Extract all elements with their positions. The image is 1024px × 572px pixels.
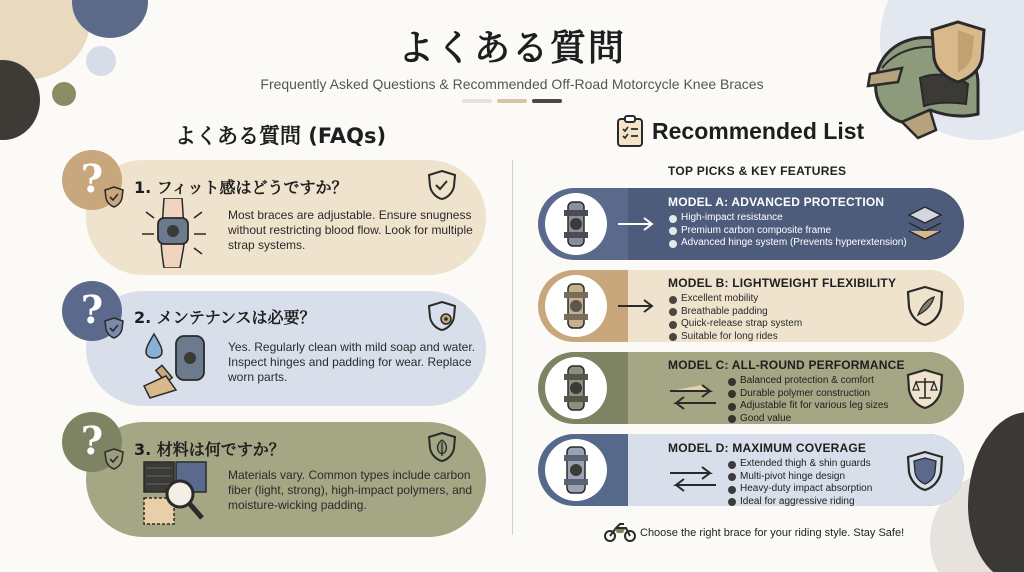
faq-question-badge-2 — [62, 281, 122, 341]
feature-item: Multi-pivot hinge design — [727, 471, 872, 484]
model-d-image — [545, 439, 607, 501]
faq-section-title: よくある質問 (FAQs) — [175, 124, 387, 148]
motorcycle-icon — [604, 520, 636, 542]
faq-question-1[interactable]: 1. フィット感はどうですか？ — [134, 178, 348, 197]
shield-check-mini-icon — [104, 186, 124, 208]
knee-brace-icon — [552, 282, 600, 330]
feature-item: Durable polymer construction — [727, 388, 888, 401]
arrow-right-icon — [618, 216, 658, 232]
clipboard-icon — [616, 114, 644, 148]
shield-check-icon — [428, 170, 456, 200]
material-magnifier-icon — [140, 458, 210, 528]
feature-item: Balanced protection & comfort — [727, 375, 888, 388]
feature-item: Ideal for aggressive riding — [727, 496, 872, 509]
feature-item: Premium carbon composite frame — [668, 225, 907, 238]
question-mark-icon: ? — [80, 155, 104, 201]
model-c-image — [545, 357, 607, 419]
feature-item: Breathable padding — [668, 306, 802, 319]
feature-item: Heavy-duty impact absorption — [727, 483, 872, 496]
section-divider — [512, 160, 513, 535]
recommended-section-title: Recommended List — [652, 118, 865, 144]
model-c-title[interactable]: MODEL C: ALL-ROUND PERFORMANCE — [668, 358, 905, 372]
shield-gear-icon — [428, 301, 456, 331]
shield-cover-icon — [906, 450, 944, 492]
faq-question-3[interactable]: 3. 材料は何ですか？ — [134, 440, 285, 459]
faq-answer-2: Yes. Regularly clean with mild soap and water. Inspect hinges and padding for wear. Replace worn parts. — [228, 340, 476, 384]
feature-item: Quick-release strap system — [668, 318, 802, 331]
faq-question-2[interactable]: 2. メンテナンスは必要？ — [134, 308, 316, 327]
arrow-right-icon — [618, 298, 658, 314]
model-d-features — [727, 458, 872, 508]
shield-scales-icon — [906, 368, 944, 410]
feature-item: Suitable for long rides — [668, 331, 802, 344]
knee-brace-icon — [552, 446, 600, 494]
knee-brace-fit-icon — [140, 198, 210, 268]
shield-check-mini-icon — [104, 448, 124, 470]
title-underline-1 — [462, 99, 492, 103]
question-mark-icon: ? — [80, 417, 104, 463]
swap-arrows-icon — [666, 382, 720, 412]
page-subtitle: Frequently Asked Questions & Recommended Off-Road Motorcycle Knee Braces — [260, 76, 764, 92]
model-c-features — [727, 375, 888, 425]
knee-brace-icon — [552, 364, 600, 412]
faq-question-badge-1 — [62, 150, 122, 210]
model-b-image — [545, 275, 607, 337]
model-a-image — [545, 193, 607, 255]
footer-message: Choose the right brace for your riding style. Stay Safe! — [640, 527, 905, 539]
feature-item: Adjustable fit for various leg sizes — [727, 400, 888, 413]
shield-feather-icon — [906, 285, 944, 327]
model-a-title[interactable]: MODEL A: ADVANCED PROTECTION — [668, 195, 885, 209]
question-mark-icon: ? — [80, 286, 104, 332]
feature-item: Excellent mobility — [668, 293, 802, 306]
swap-arrows-icon — [666, 464, 720, 494]
page-title: よくある質問 — [397, 28, 626, 69]
faq-answer-3: Materials vary. Common types include carbon fiber (light, strong), high-impact polymers, and moisture-wicking padding. — [228, 468, 473, 512]
decor-blob-right-bottom-dark — [968, 412, 1024, 572]
feature-item: High-impact resistance — [668, 212, 907, 225]
model-b-title[interactable]: MODEL B: LIGHTWEIGHT FLEXIBILITY — [668, 276, 897, 290]
model-d-title[interactable]: MODEL D: MAXIMUM COVERAGE — [668, 441, 867, 455]
shield-leaf-icon — [428, 432, 456, 462]
cleaning-brush-icon — [140, 330, 210, 400]
layers-icon — [906, 203, 944, 245]
model-a-features — [668, 212, 907, 250]
shield-check-mini-icon — [104, 317, 124, 339]
title-underline-2 — [497, 99, 527, 103]
faq-question-badge-3 — [62, 412, 122, 472]
faq-answer-1: Most braces are adjustable. Ensure snugness without restricting blood flow. Look for multiple strap systems. — [228, 208, 473, 252]
title-underline-3 — [532, 99, 562, 103]
feature-item: Advanced hinge system (Prevents hyperextension) — [668, 237, 907, 250]
feature-item: Extended thigh & shin guards — [727, 458, 872, 471]
top-picks-heading: TOP PICKS & KEY FEATURES — [668, 164, 847, 178]
model-b-features — [668, 293, 802, 343]
feature-item: Good value — [727, 413, 888, 426]
knee-brace-icon — [552, 200, 600, 248]
